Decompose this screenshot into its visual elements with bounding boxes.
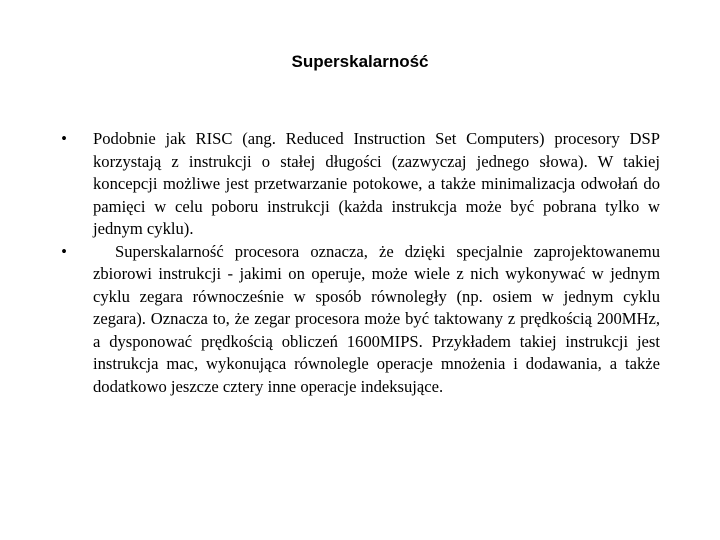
bullet-list (57, 128, 660, 398)
slide-title: Superskalarność (291, 52, 429, 71)
bullet-item-superscalar (57, 241, 660, 399)
bullet-item-risc (57, 128, 660, 241)
bullet-icon: • (61, 241, 67, 261)
bullet-text: Podobnie jak RISC (ang. Reduced Instruction Set Computers) procesory DSP korzystają z instrukcji o stałej długości (zazwyczaj jednego słowa). W takiej koncepcji możliwe jest przetwarzanie potokowe, a także minimalizacja odwołań do pamięci w celu poboru instrukcji (każda instrukcja może być pobrana tylko w jednym cyklu). (93, 129, 660, 238)
bullet-text: Superskalarność procesora oznacza, że dzięki specjalnie zaprojektowanemu zbiorowi instrukcji - jakimi on operuje, może wiele z nich wykonywać w jednym cyklu zegara równocześnie w sposób równoległy (np. osiem w jednym cyklu zegara). Oznacza to, że zegar procesora może być taktowany z prędkością 200MHz, a dysponować prędkością obliczeń 1600MIPS. Przykładem takiej instrukcji jest instrukcja mac, wykonująca równolegle operacje mnożenia i dodawania, a także dodatkowo jeszcze cztery inne operacje indeksujące. (93, 241, 660, 396)
bullet-icon: • (61, 129, 67, 148)
